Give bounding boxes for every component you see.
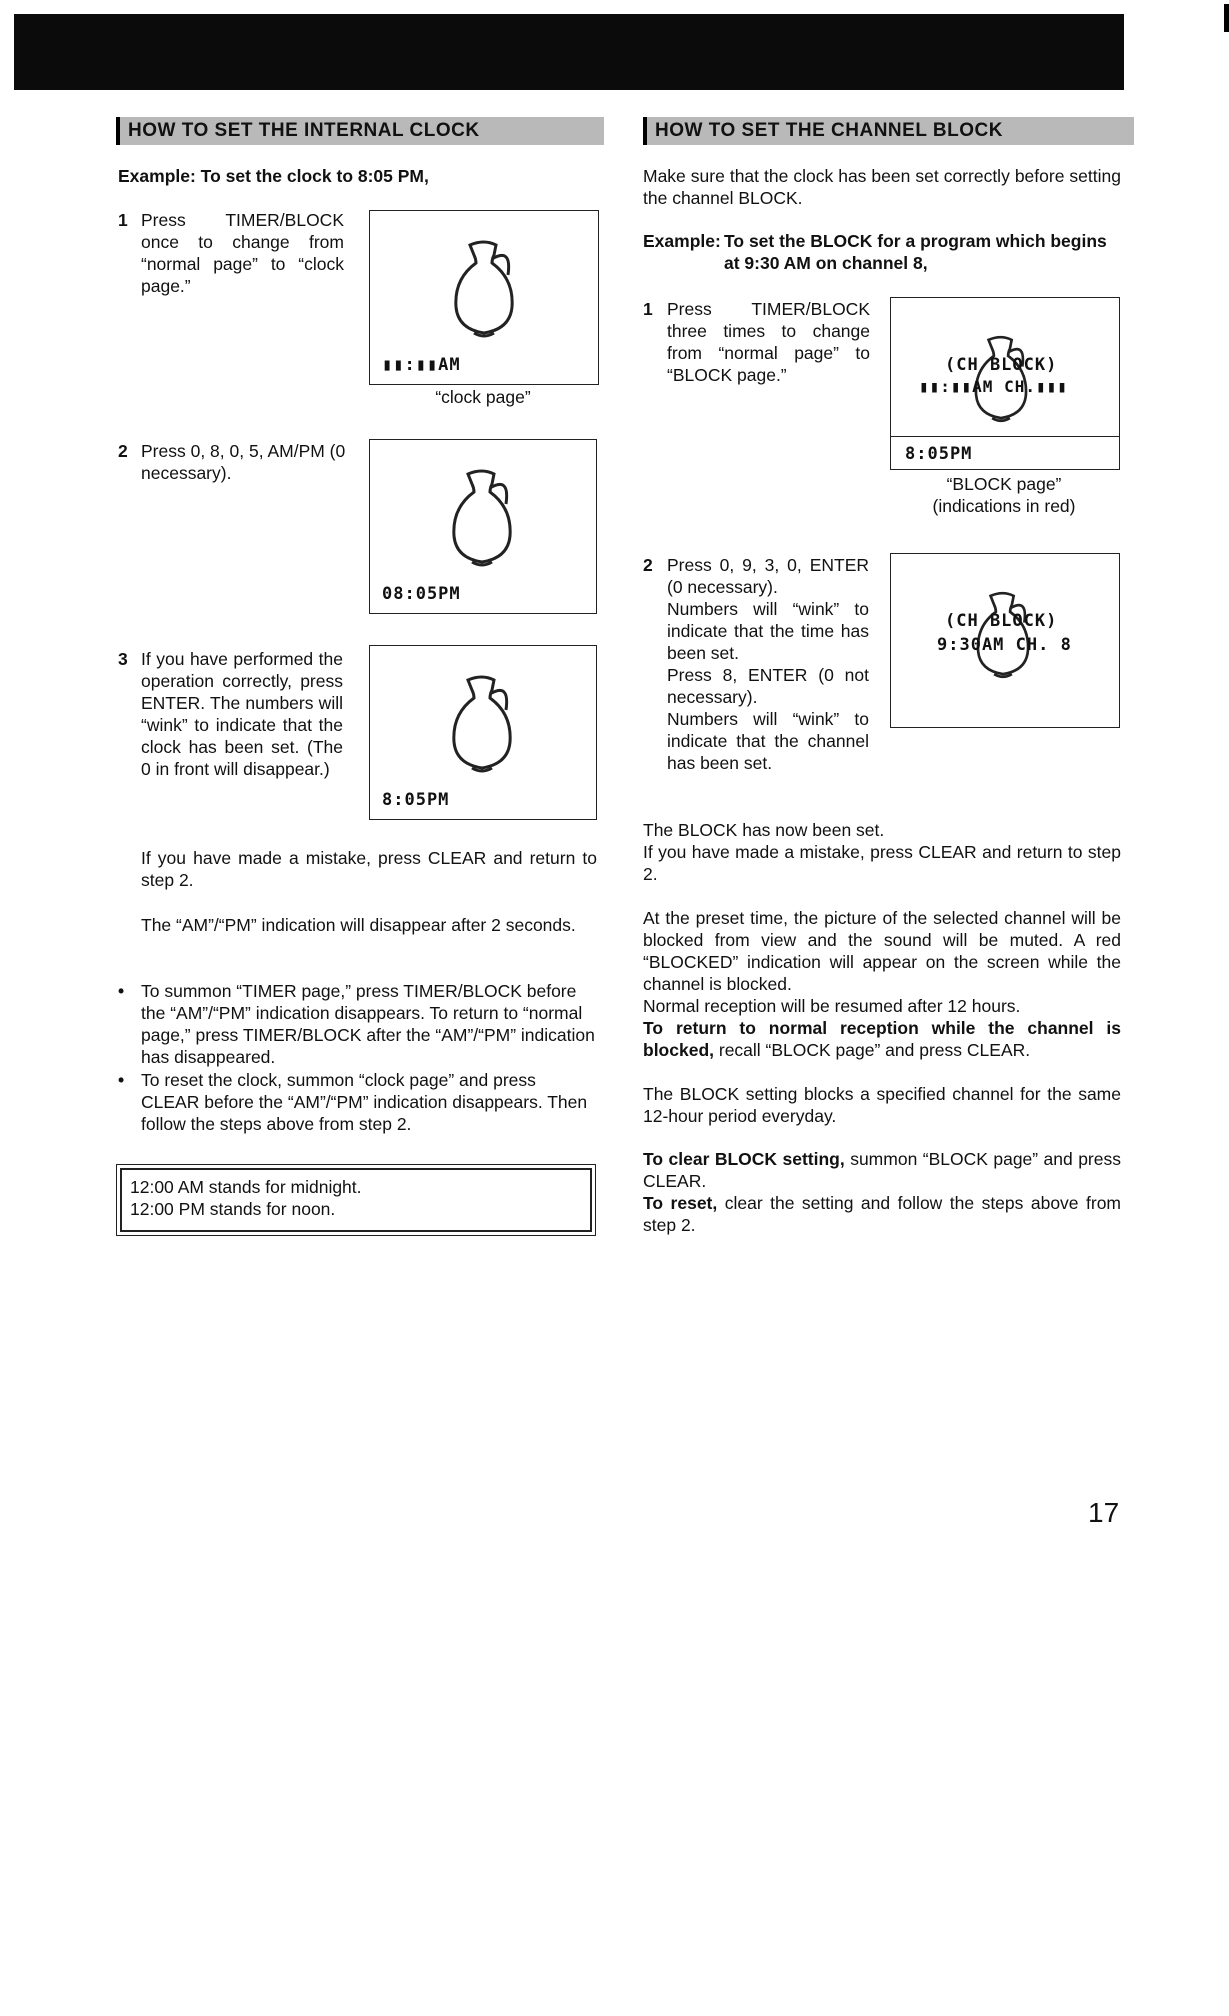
jug-icon (446, 674, 518, 774)
display-divider (891, 436, 1119, 437)
block-reset-bold: To reset, (643, 1193, 718, 1213)
block-set-display (890, 553, 1120, 728)
block-intro: Make sure that the clock has been set correctly before setting the channel BLOCK. (643, 166, 1121, 208)
block-reset-rest: clear the setting and follow the steps above from step 2. (643, 1193, 1122, 1235)
block-step1-number: 1 (643, 299, 653, 319)
block-return-rest: recall “BLOCK page” and press CLEAR. (714, 1040, 1031, 1060)
note-midnight: 12:00 AM stands for midnight. (130, 1177, 362, 1197)
block-return-bold: To return to normal reception while the channel is blocked, (643, 1018, 1121, 1060)
clock-bullet1-text: To summon “TIMER page,” press TIMER/BLOCK before the “AM”/“PM” indication disappears. To return to “normal page,” press TIMER/BLOCK after the “AM”/“PM” indication has disappeared. (141, 981, 595, 1067)
clock-page-digits: ▮▮:▮▮AM (382, 355, 461, 375)
block-step2-number: 2 (643, 555, 653, 575)
clock-step1-number: 1 (118, 210, 128, 230)
clock-entry-display (369, 439, 597, 614)
block-clear-rest: summon “BLOCK page” and press CLEAR. (643, 1149, 1121, 1191)
clock-step1-text: Press TIMER/BLOCK once to change from “normal page” to “clock page.” (141, 210, 344, 296)
block-example-label: Example: (643, 231, 721, 251)
block-page-display (890, 297, 1120, 470)
clock-step2-number: 2 (118, 441, 128, 461)
bullet-1: • (118, 981, 125, 1001)
clock-page-display (369, 210, 599, 385)
block-return-text (643, 1017, 1121, 1061)
jug-icon (448, 239, 520, 339)
block-step2-line-a: Press 0, 9, 3, 0, ENTER (0 necessary). (667, 555, 869, 597)
block-page-caption-note: (indications in red) (932, 496, 1076, 516)
block-clear-text (643, 1148, 1121, 1192)
clock-step3-number: 3 (118, 649, 128, 669)
block-page-digits: ▮▮:▮▮AM CH.▮▮▮ (919, 377, 1068, 396)
note-noon: 12:00 PM stands for noon. (130, 1199, 336, 1219)
block-reset-text (643, 1192, 1121, 1236)
block-step2-line-b: Numbers will “wink” to indicate that the time has been set. (667, 599, 869, 663)
section-heading-clock: HOW TO SET THE INTERNAL CLOCK (116, 117, 604, 145)
block-step2-text (667, 554, 869, 774)
block-normal-text: Normal reception will be resumed after 12 hours. (643, 996, 1021, 1016)
block-example-text: To set the BLOCK for a program which begins at 9:30 AM on channel 8, (724, 231, 1107, 273)
page-number: 17 (1088, 1497, 1120, 1528)
section-heading-block: HOW TO SET THE CHANNEL BLOCK (643, 117, 1134, 145)
block-page-clock: 8:05PM (905, 444, 973, 464)
block-clear-bold: To clear BLOCK setting, (643, 1149, 845, 1169)
clock-page-caption: “clock page” (435, 387, 531, 407)
clock-entry-digits: 08:05PM (382, 584, 461, 604)
clock-step2-text: Press 0, 8, 0, 5, AM/PM (0 necessary). (141, 441, 346, 483)
bullet-2: • (118, 1070, 125, 1090)
note-box (120, 1168, 592, 1232)
block-preset-text: At the preset time, the picture of the selected channel will be blocked from view and the sound will be muted. A red “BLOCKED” indication will appear on the screen while the channel is blocked. (643, 908, 1121, 994)
block-page-caption-title: “BLOCK page” (946, 474, 1062, 494)
block-set-text: The BLOCK has now been set. (643, 820, 885, 840)
block-set-label: (CH BLOCK) (945, 611, 1058, 631)
clock-step3-text: If you have performed the operation correctly, press ENTER. The numbers will “wink” to indicate that the clock has been set. (The 0 in front will disappear.) (141, 649, 343, 779)
block-step1-text: Press TIMER/BLOCK three times to change from “normal page” to “BLOCK page.” (667, 299, 870, 385)
block-step2-line-c: Press 8, ENTER (0 not necessary). (667, 665, 869, 707)
jug-icon (446, 468, 518, 568)
clock-set-digits: 8:05PM (382, 790, 450, 810)
clock-ampm-text: The “AM”/“PM” indication will disappear after 2 seconds. (141, 915, 576, 935)
block-page-caption (890, 473, 1118, 517)
block-step2-line-d: Numbers will “wink” to indicate that the channel has been set. (667, 709, 869, 773)
clock-bullet2-text: To reset the clock, summon “clock page” and press CLEAR before the “AM”/“PM” indication disappears. Then follow the steps above from step 2. (141, 1070, 588, 1134)
block-setting-text: The BLOCK setting blocks a specified channel for the same 12-hour period everyday. (643, 1084, 1121, 1126)
clock-example: Example: To set the clock to 8:05 PM, (118, 166, 429, 186)
block-mistake-text: If you have made a mistake, press CLEAR and return to step 2. (643, 842, 1121, 884)
corner-mark (1224, 4, 1229, 32)
clock-mistake-text: If you have made a mistake, press CLEAR and return to step 2. (141, 848, 597, 890)
block-set-digits: 9:30AM CH. 8 (937, 635, 1072, 655)
clock-set-display (369, 645, 597, 820)
header-band (14, 14, 1124, 90)
block-page-label: (CH BLOCK) (945, 355, 1058, 375)
